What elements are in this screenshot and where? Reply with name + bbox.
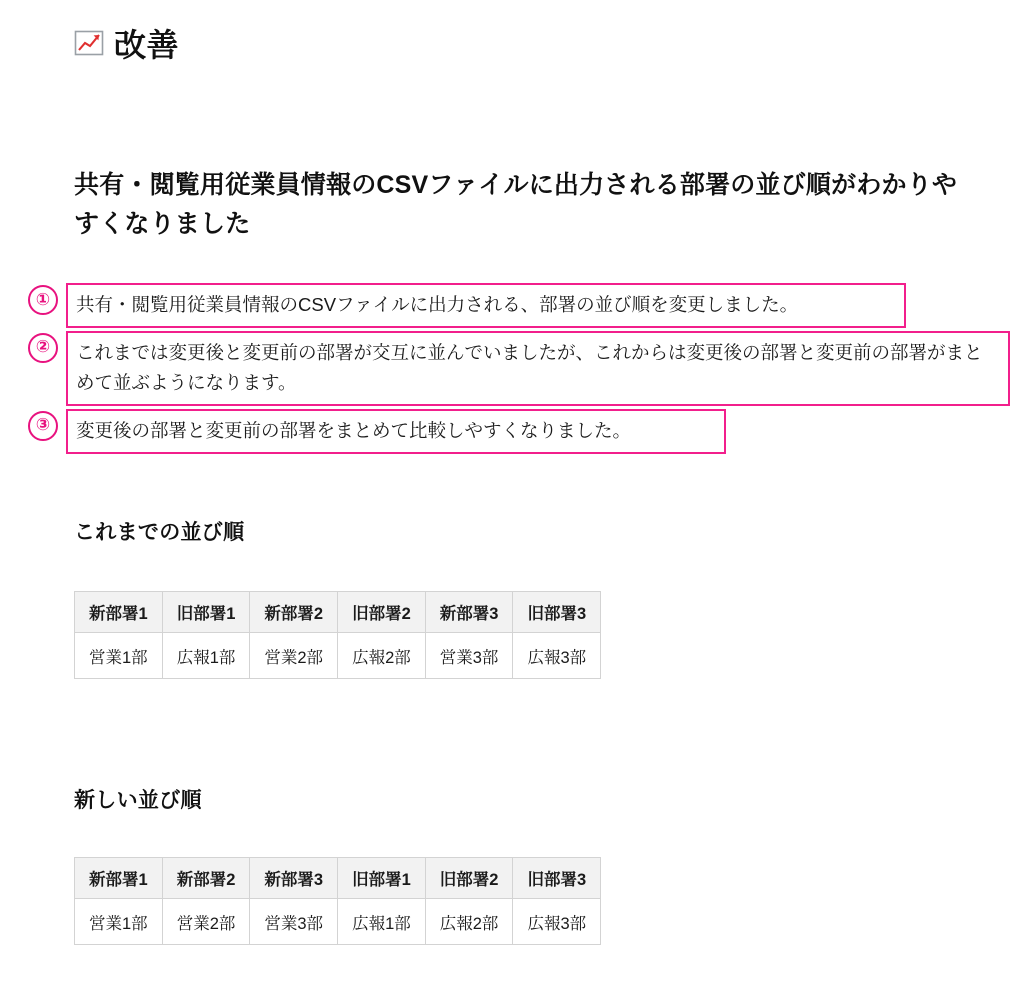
page-title-text: 改善 [114, 27, 180, 63]
table-header-cell: 新部署2 [162, 858, 250, 899]
table-cell: 広報1部 [338, 899, 426, 945]
table-cell: 広報2部 [338, 633, 426, 679]
annotation-block [20, 283, 1010, 457]
sub-heading-old-order: これまでの並び順 [74, 521, 245, 544]
annotation-row [20, 331, 1010, 406]
table-cell: 営業1部 [75, 633, 163, 679]
table-header-row [75, 858, 601, 899]
table-row [75, 899, 601, 945]
table-header-cell: 旧部署3 [513, 592, 601, 633]
circled-number-icon: ③ [28, 411, 58, 441]
table-header-cell: 旧部署1 [338, 858, 426, 899]
table-cell: 広報3部 [513, 899, 601, 945]
table-header-cell: 新部署2 [250, 592, 338, 633]
table-header-cell: 新部署1 [75, 858, 163, 899]
annotation-text-3: 変更後の部署と変更前の部署をまとめて比較しやすくなりました。 [66, 409, 726, 454]
annotation-number-2 [20, 331, 66, 363]
table-cell: 広報1部 [162, 633, 250, 679]
table-cell: 広報3部 [513, 633, 601, 679]
table-cell: 営業3部 [250, 899, 338, 945]
table-header-cell: 新部署3 [250, 858, 338, 899]
old-order-table [74, 591, 601, 679]
circled-number-icon: ① [28, 285, 58, 315]
table-header-row [75, 592, 601, 633]
table-header-cell: 旧部署2 [338, 592, 426, 633]
table-header-cell: 新部署1 [75, 592, 163, 633]
sub-heading-new-order: 新しい並び順 [74, 789, 202, 812]
annotation-row [20, 409, 1010, 454]
chart-increasing-icon [74, 28, 104, 58]
table-header-cell: 新部署3 [425, 592, 513, 633]
annotation-number-1 [20, 283, 66, 315]
page-title [74, 20, 179, 66]
table-cell: 営業1部 [75, 899, 163, 945]
annotation-text-2: これまでは変更後と変更前の部署が交互に並んでいましたが、これからは変更後の部署と変更前の部署がまとめて並ぶようになります。 [66, 331, 1010, 406]
table-cell: 営業2部 [250, 633, 338, 679]
circled-number-icon: ② [28, 333, 58, 363]
table-row [75, 633, 601, 679]
new-order-table [74, 857, 601, 945]
table-cell: 営業3部 [425, 633, 513, 679]
table-header-cell: 旧部署3 [513, 858, 601, 899]
annotation-number-3 [20, 409, 66, 441]
section-heading: 共有・閲覧用従業員情報のCSVファイルに出力される部署の並び順がわかりやすくなりました [74, 170, 958, 238]
table-cell: 広報2部 [425, 899, 513, 945]
table-cell: 営業2部 [162, 899, 250, 945]
table-header-cell: 旧部署1 [162, 592, 250, 633]
annotation-row [20, 283, 1010, 328]
table-header-cell: 旧部署2 [425, 858, 513, 899]
annotation-text-1: 共有・閲覧用従業員情報のCSVファイルに出力される、部署の並び順を変更しました。 [66, 283, 906, 328]
